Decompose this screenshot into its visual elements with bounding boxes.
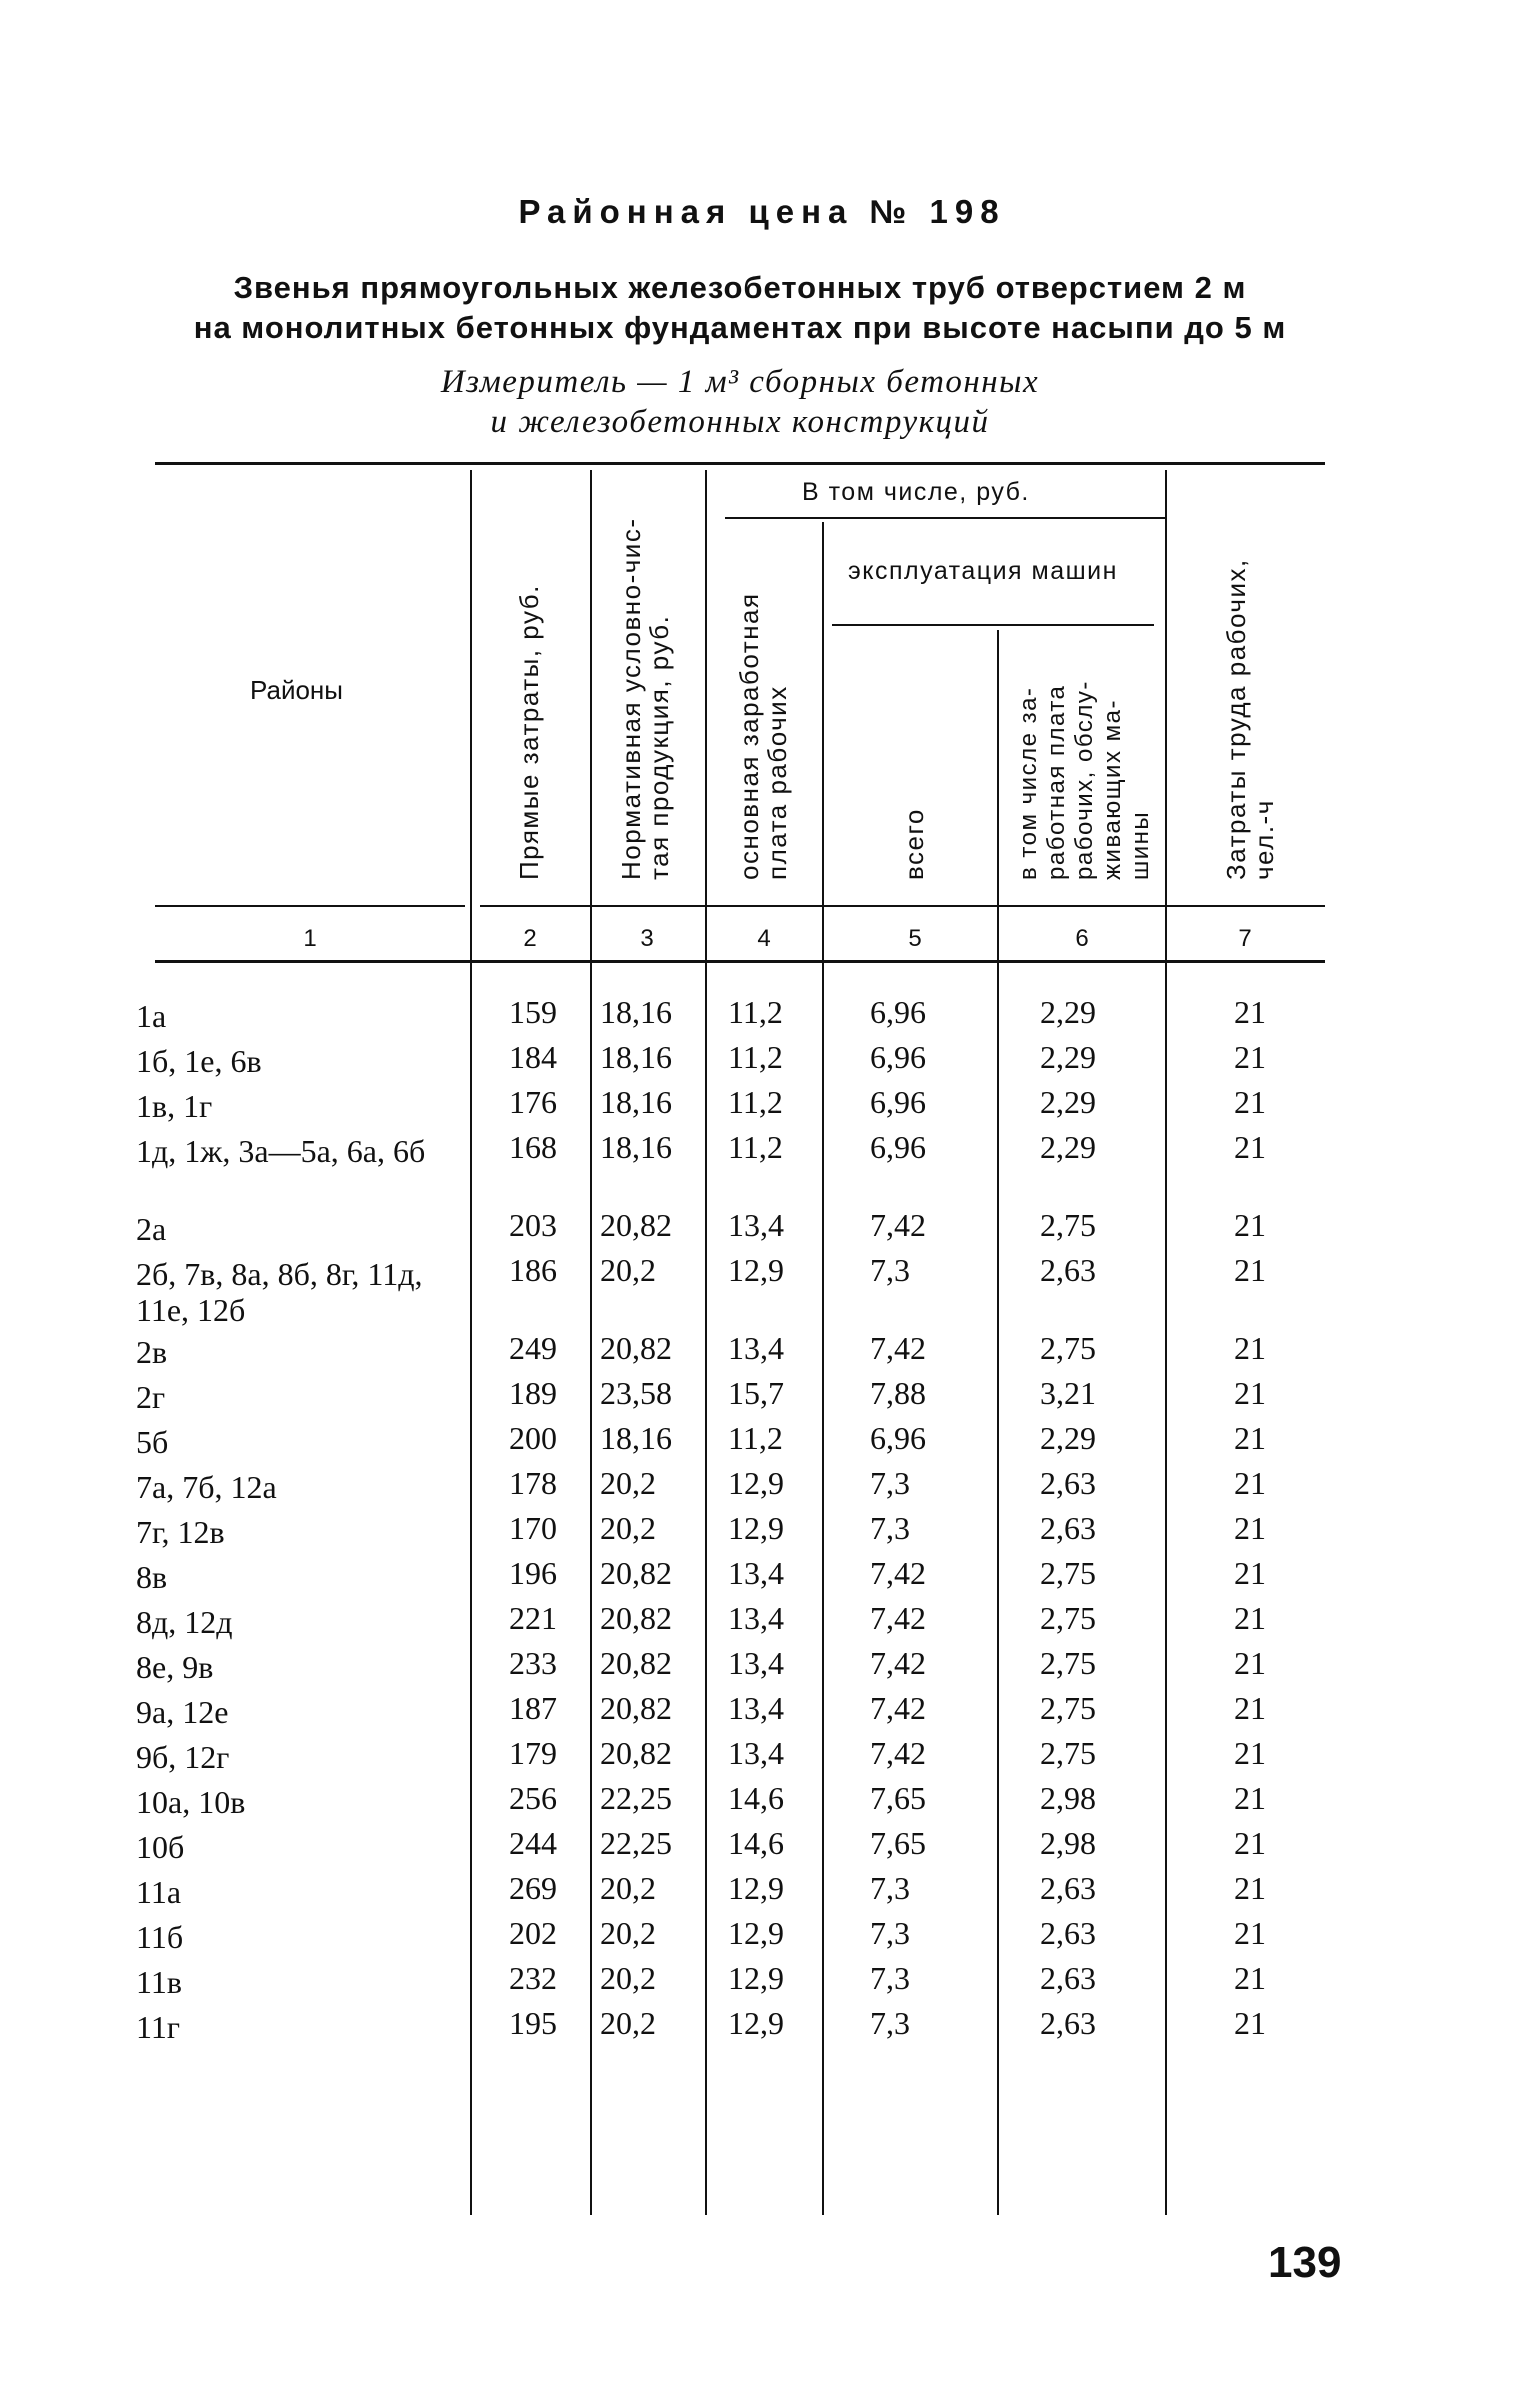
base-wage-cell: 11,2: [728, 1084, 783, 1120]
labor-cost-cell: 21: [1234, 1735, 1266, 1771]
labor-cost-cell: 21: [1234, 1690, 1266, 1726]
direct-costs-cell: 159: [509, 994, 557, 1030]
machines-total-cell: 6,96: [870, 994, 926, 1030]
page-title: Районная цена № 198: [518, 193, 1006, 230]
direct-costs-cell: 195: [509, 2005, 557, 2041]
base-wage-cell: 13,4: [728, 1690, 784, 1726]
machines-wage-cell: 2,63: [1040, 1870, 1096, 1906]
table-row: [0, 1551, 1524, 1596]
district-cell: 10а, 10в: [136, 1784, 246, 1820]
machines-wage-cell: 2,75: [1040, 1600, 1096, 1636]
group-header-rule: [725, 517, 1165, 519]
normative-product-cell: 23,58: [600, 1375, 672, 1411]
table-row: [0, 1461, 1524, 1506]
header-including: В том числе, руб.: [802, 478, 1030, 506]
direct-costs-cell: 179: [509, 1735, 557, 1771]
subtitle-line-1: Звенья прямоугольных железобетонных труб отверстием 2 м: [233, 270, 1247, 305]
measure-line-1: Измеритель — 1 м³ сборных бетонных: [440, 364, 1040, 400]
labor-cost-cell: 21: [1234, 2005, 1266, 2041]
labor-cost-cell: 21: [1234, 1420, 1266, 1456]
machines-total-cell: 7,3: [870, 1870, 910, 1906]
header-districts: Районы: [250, 675, 343, 705]
normative-product-cell: 20,82: [600, 1207, 672, 1243]
table-row: [0, 1776, 1524, 1821]
base-wage-cell: 14,6: [728, 1825, 784, 1861]
table-row: [0, 1203, 1524, 1248]
district-cell: 8в: [136, 1559, 168, 1595]
labor-cost-cell: 21: [1234, 1084, 1266, 1120]
machines-wage-cell: 2,75: [1040, 1555, 1096, 1591]
base-wage-cell: 12,9: [728, 1510, 784, 1546]
base-wage-cell: 11,2: [728, 994, 783, 1030]
machines-header-rule: [832, 624, 1154, 626]
base-wage-cell: 13,4: [728, 1600, 784, 1636]
normative-product-cell: 20,82: [600, 1600, 672, 1636]
labor-cost-cell: 21: [1234, 994, 1266, 1030]
table-row: [0, 1080, 1524, 1125]
table-row: [0, 1911, 1524, 1956]
labor-cost-cell: 21: [1234, 1129, 1266, 1165]
direct-costs-cell: 244: [509, 1825, 557, 1861]
header-machines-wage: в том числе за- работная плата рабочих, обслу- живающих ма- шины: [1015, 680, 1154, 880]
direct-costs-cell: 221: [509, 1600, 557, 1636]
machines-total-cell: 7,3: [870, 1465, 910, 1501]
machines-wage-cell: 2,29: [1040, 1420, 1096, 1456]
district-cell: 5б: [136, 1424, 169, 1460]
header-machine-operation: эксплуатация машин: [848, 557, 1118, 585]
normative-product-cell: 20,2: [600, 1252, 656, 1288]
labor-cost-cell: 21: [1234, 1465, 1266, 1501]
machines-total-cell: 7,42: [870, 1555, 926, 1591]
table-row: [0, 1866, 1524, 1911]
machines-wage-cell: 2,75: [1040, 1735, 1096, 1771]
labor-cost-cell: 21: [1234, 1915, 1266, 1951]
machines-wage-cell: 2,63: [1040, 1510, 1096, 1546]
labor-cost-cell: 21: [1234, 1960, 1266, 1996]
machines-wage-cell: 2,63: [1040, 1252, 1096, 1288]
labor-cost-cell: 21: [1234, 1252, 1266, 1288]
normative-product-cell: 18,16: [600, 1129, 672, 1165]
machines-total-cell: 6,96: [870, 1129, 926, 1165]
header-bottom-rule-1: [155, 905, 465, 907]
district-cell: 8е, 9в: [136, 1649, 214, 1685]
direct-costs-cell: 168: [509, 1129, 557, 1165]
normative-product-cell: 20,2: [600, 1915, 656, 1951]
normative-product-cell: 20,2: [600, 1465, 656, 1501]
base-wage-cell: 12,9: [728, 1960, 784, 1996]
district-cell: 1а: [136, 998, 167, 1034]
normative-product-cell: 20,2: [600, 1960, 656, 1996]
table-top-rule: [155, 462, 1325, 465]
machines-wage-cell: 2,63: [1040, 1960, 1096, 1996]
machines-wage-cell: 2,98: [1040, 1780, 1096, 1816]
col-number-7: 7: [1238, 925, 1252, 952]
header-machines-total: всего: [899, 808, 929, 880]
machines-wage-cell: 2,75: [1040, 1207, 1096, 1243]
machines-wage-cell: 2,75: [1040, 1690, 1096, 1726]
table-row: [0, 1248, 1524, 1326]
district-cell: 2б, 7в, 8а, 8б, 8г, 11д, 11е, 12б: [136, 1256, 423, 1328]
normative-product-cell: 20,82: [600, 1690, 672, 1726]
direct-costs-cell: 256: [509, 1780, 557, 1816]
col-number-2: 2: [523, 925, 537, 952]
direct-costs-cell: 200: [509, 1420, 557, 1456]
machines-total-cell: 7,3: [870, 1252, 910, 1288]
machines-wage-cell: 2,75: [1040, 1645, 1096, 1681]
district-cell: 2г: [136, 1379, 166, 1415]
labor-cost-cell: 21: [1234, 1510, 1266, 1546]
machines-total-cell: 7,42: [870, 1207, 926, 1243]
normative-product-cell: 22,25: [600, 1825, 672, 1861]
col-number-4: 4: [757, 925, 771, 952]
labor-cost-cell: 21: [1234, 1645, 1266, 1681]
district-cell: 8д, 12д: [136, 1604, 233, 1640]
direct-costs-cell: 202: [509, 1915, 557, 1951]
machines-total-cell: 7,3: [870, 2005, 910, 2041]
table-row: [0, 1416, 1524, 1461]
machines-wage-cell: 2,29: [1040, 1129, 1096, 1165]
direct-costs-cell: 187: [509, 1690, 557, 1726]
page-number: 139: [1268, 2238, 1342, 2287]
table-body: [0, 990, 1524, 2046]
direct-costs-cell: 178: [509, 1465, 557, 1501]
normative-product-cell: 18,16: [600, 1039, 672, 1075]
direct-costs-cell: 170: [509, 1510, 557, 1546]
district-cell: 11б: [136, 1919, 184, 1955]
labor-cost-cell: 21: [1234, 1207, 1266, 1243]
table-row: [0, 1821, 1524, 1866]
direct-costs-cell: 249: [509, 1330, 557, 1366]
normative-product-cell: 20,82: [600, 1735, 672, 1771]
machines-total-cell: 7,42: [870, 1330, 926, 1366]
direct-costs-cell: 233: [509, 1645, 557, 1681]
table-row: [0, 1371, 1524, 1416]
table-row: [0, 1956, 1524, 2001]
normative-product-cell: 20,82: [600, 1330, 672, 1366]
base-wage-cell: 13,4: [728, 1735, 784, 1771]
table-row: [0, 1686, 1524, 1731]
machines-wage-cell: 2,29: [1040, 1039, 1096, 1075]
labor-cost-cell: 21: [1234, 1825, 1266, 1861]
labor-cost-cell: 21: [1234, 1870, 1266, 1906]
base-wage-cell: 11,2: [728, 1129, 783, 1165]
normative-product-cell: 20,2: [600, 2005, 656, 2041]
labor-cost-cell: 21: [1234, 1600, 1266, 1636]
table-row: [0, 1125, 1524, 1203]
normative-product-cell: 18,16: [600, 1420, 672, 1456]
machines-total-cell: 7,3: [870, 1915, 910, 1951]
district-cell: 1б, 1е, 6в: [136, 1043, 262, 1079]
header-direct-costs: Прямые затраты, руб.: [514, 584, 544, 880]
table-row: [0, 1035, 1524, 1080]
direct-costs-cell: 203: [509, 1207, 557, 1243]
base-wage-cell: 11,2: [728, 1039, 783, 1075]
direct-costs-cell: 196: [509, 1555, 557, 1591]
labor-cost-cell: 21: [1234, 1330, 1266, 1366]
district-cell: 1д, 1ж, 3а—5а, 6а, 6б: [136, 1133, 426, 1169]
district-cell: 2а: [136, 1211, 167, 1247]
normative-product-cell: 18,16: [600, 1084, 672, 1120]
district-cell: 1в, 1г: [136, 1088, 213, 1124]
district-cell: 9б, 12г: [136, 1739, 230, 1775]
base-wage-cell: 12,9: [728, 2005, 784, 2041]
col-number-6: 6: [1075, 925, 1089, 952]
normative-product-cell: 22,25: [600, 1780, 672, 1816]
machines-wage-cell: 2,63: [1040, 1465, 1096, 1501]
normative-product-cell: 18,16: [600, 994, 672, 1030]
base-wage-cell: 13,4: [728, 1555, 784, 1591]
labor-cost-cell: 21: [1234, 1039, 1266, 1075]
header-bottom-rule-2: [480, 905, 1325, 907]
direct-costs-cell: 269: [509, 1870, 557, 1906]
col-number-5: 5: [908, 925, 922, 952]
machines-total-cell: 6,96: [870, 1420, 926, 1456]
district-cell: 2в: [136, 1334, 168, 1370]
col-number-3: 3: [640, 925, 654, 952]
machines-total-cell: 7,65: [870, 1825, 926, 1861]
base-wage-cell: 12,9: [728, 1465, 784, 1501]
header-base-wage: основная заработная плата рабочих: [734, 592, 792, 880]
direct-costs-cell: 176: [509, 1084, 557, 1120]
machines-total-cell: 7,42: [870, 1600, 926, 1636]
labor-cost-cell: 21: [1234, 1780, 1266, 1816]
base-wage-cell: 13,4: [728, 1207, 784, 1243]
base-wage-cell: 13,4: [728, 1645, 784, 1681]
normative-product-cell: 20,2: [600, 1870, 656, 1906]
district-cell: 10б: [136, 1829, 185, 1865]
machines-wage-cell: 2,63: [1040, 1915, 1096, 1951]
machines-wage-cell: 3,21: [1040, 1375, 1096, 1411]
machines-wage-cell: 2,29: [1040, 1084, 1096, 1120]
machines-total-cell: 7,65: [870, 1780, 926, 1816]
base-wage-cell: 15,7: [728, 1375, 784, 1411]
district-cell: 11в: [136, 1964, 182, 2000]
labor-cost-cell: 21: [1234, 1375, 1266, 1411]
machines-wage-cell: 2,98: [1040, 1825, 1096, 1861]
normative-product-cell: 20,2: [600, 1510, 656, 1546]
table-row: [0, 990, 1524, 1035]
machines-total-cell: 6,96: [870, 1039, 926, 1075]
table-row: [0, 1326, 1524, 1371]
machines-total-cell: 7,3: [870, 1960, 910, 1996]
base-wage-cell: 11,2: [728, 1420, 783, 1456]
table-row: [0, 1641, 1524, 1686]
machines-wage-cell: 2,29: [1040, 994, 1096, 1030]
header-labor-costs: Затраты труда рабочих, чел.-ч: [1221, 558, 1279, 880]
measure-line-2: и железобетонных конструкций: [490, 404, 990, 440]
machines-wage-cell: 2,63: [1040, 2005, 1096, 2041]
district-cell: 9а, 12е: [136, 1694, 229, 1730]
district-cell: 11г: [136, 2009, 180, 2045]
normative-product-cell: 20,82: [600, 1555, 672, 1591]
direct-costs-cell: 186: [509, 1252, 557, 1288]
subtitle-line-2: на монолитных бетонных фундаментах при высоте насыпи до 5 м: [193, 310, 1287, 345]
base-wage-cell: 12,9: [728, 1915, 784, 1951]
table-row: [0, 1731, 1524, 1776]
labor-cost-cell: 21: [1234, 1555, 1266, 1591]
normative-product-cell: 20,82: [600, 1645, 672, 1681]
base-wage-cell: 12,9: [728, 1252, 784, 1288]
base-wage-cell: 13,4: [728, 1330, 784, 1366]
col-number-1: 1: [303, 925, 317, 952]
machines-total-cell: 7,42: [870, 1645, 926, 1681]
colnum-bottom-rule: [155, 960, 1325, 963]
machines-wage-cell: 2,75: [1040, 1330, 1096, 1366]
direct-costs-cell: 189: [509, 1375, 557, 1411]
table-row: [0, 1596, 1524, 1641]
machines-total-cell: 6,96: [870, 1084, 926, 1120]
district-cell: 11а: [136, 1874, 182, 1910]
machines-total-cell: 7,88: [870, 1375, 926, 1411]
table-row: [0, 1506, 1524, 1551]
district-cell: 7г, 12в: [136, 1514, 225, 1550]
district-cell: 7а, 7б, 12а: [136, 1469, 277, 1505]
direct-costs-cell: 232: [509, 1960, 557, 1996]
header-normative-product: Нормативная условно-чис- тая продукция, руб.: [616, 517, 674, 880]
base-wage-cell: 14,6: [728, 1780, 784, 1816]
direct-costs-cell: 184: [509, 1039, 557, 1075]
table-row: [0, 2001, 1524, 2046]
machines-total-cell: 7,3: [870, 1510, 910, 1546]
base-wage-cell: 12,9: [728, 1870, 784, 1906]
machines-total-cell: 7,42: [870, 1735, 926, 1771]
machines-total-cell: 7,42: [870, 1690, 926, 1726]
